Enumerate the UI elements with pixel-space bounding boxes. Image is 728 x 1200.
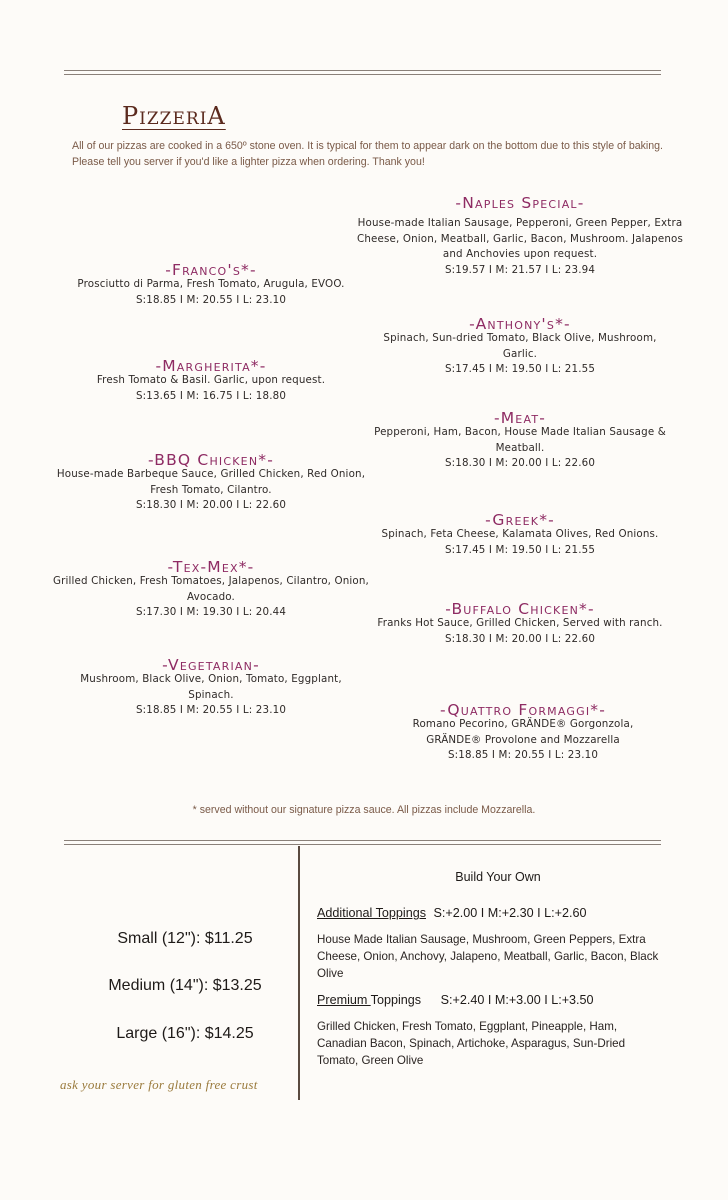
menu-item-greek	[356, 513, 684, 558]
menu-item-price: S:18.30 I M: 20.00 I L: 22.60	[444, 632, 596, 645]
footnote: * served without our signature pizza sauce. All pizzas include Mozzarella.	[192, 804, 536, 816]
menu-item-desc: Spinach, Sun-dried Tomato, Black Olive, Mushroom, Garlic.	[383, 332, 657, 360]
menu-item-name: -Margherita*-	[155, 357, 267, 375]
menu-item-price: S:18.85 I M: 20.55 I L: 23.10	[135, 704, 287, 716]
additional-toppings-list: House Made Italian Sausage, Mushroom, Green Peppers, Extra Cheese, Onion, Anchovy, Jalapeno, Meatball, Garlic, Bacon, Black Olive	[317, 933, 659, 980]
menu-item-bbq-chicken	[56, 453, 366, 514]
menu-item-meat	[372, 411, 668, 472]
menu-item-name: -Tex-Mex*-	[167, 558, 255, 576]
menu-item-price: S:17.45 I M: 19.50 I L: 21.55	[444, 363, 596, 375]
menu-item-name: -Franco's*-	[165, 261, 257, 279]
menu-item-desc: House-made Italian Sausage, Pepperoni, Green Pepper, Extra Cheese, Onion, Meatball, Garlic, Bacon, Mushroom. Jalapenos and Anchovies upon request.	[357, 217, 683, 260]
menu-item-name: -Buffalo Chicken*-	[445, 600, 595, 618]
menu-item-name: -BBQ Chicken*-	[148, 451, 274, 469]
intro-text: All of our pizzas are cooked in a 650º stone oven. It is typical for them to appear dark on the bottom due to this style of baking. Please tell you server if you'd like a lighter pizza when ordering. Thank you!	[72, 140, 663, 168]
bottom-divider	[64, 840, 661, 845]
menu-item-tex-mex	[50, 560, 372, 621]
premium-toppings-label-rest: Toppings	[370, 993, 422, 1007]
menu-item-price: S:17.30 I M: 19.30 I L: 20.44	[135, 606, 287, 618]
menu-item-price: S:18.30 I M: 20.00 I L: 22.60	[135, 499, 287, 511]
build-your-own-title: Build Your Own	[455, 870, 541, 884]
additional-toppings-label: Additional Toppings	[317, 906, 426, 920]
menu-item-anthonys	[380, 317, 660, 378]
menu-item-buffalo-chicken	[356, 602, 684, 647]
menu-item-price: S:19.57 I M: 21.57 I L: 23.94	[444, 263, 596, 276]
menu-item-desc: Spinach, Feta Cheese, Kalamata Olives, Red Onions.	[381, 528, 659, 540]
gluten-free-note: ask your server for gluten free crust	[60, 1077, 258, 1092]
menu-item-desc: House-made Barbeque Sauce, Grilled Chicken, Red Onion, Fresh Tomato, Cilantro.	[56, 468, 366, 496]
additional-toppings-heading	[317, 906, 586, 920]
menu-item-quattro-formaggi	[392, 703, 654, 764]
top-divider	[64, 70, 661, 75]
menu-item-desc: Mushroom, Black Olive, Onion, Tomato, Eggplant, Spinach.	[80, 673, 342, 701]
size-medium: Medium (14"): $13.25	[108, 977, 262, 994]
menu-item-desc: Franks Hot Sauce, Grilled Chicken, Served with ranch.	[377, 617, 663, 629]
page-title: PizzeriA	[122, 102, 226, 130]
menu-item-naples-special	[352, 196, 688, 278]
menu-item-name: -Naples Special-	[455, 194, 585, 212]
menu-item-desc: Grilled Chicken, Fresh Tomatoes, Jalapenos, Cilantro, Onion, Avocado.	[53, 575, 369, 603]
premium-toppings-heading	[317, 993, 594, 1007]
menu-item-francos	[56, 263, 366, 308]
additional-toppings-price: S:+2.00 I M:+2.30 I L:+2.60	[433, 906, 587, 920]
menu-item-name: -Greek*-	[485, 511, 555, 529]
menu-item-desc: Prosciutto di Parma, Fresh Tomato, Arugula, EVOO.	[77, 278, 345, 290]
premium-toppings-price: S:+2.40 I M:+3.00 I L:+3.50	[440, 993, 594, 1007]
menu-item-desc: Pepperoni, Ham, Bacon, House Made Italian Sausage & Meatball.	[374, 426, 666, 454]
size-small: Small (12"): $11.25	[117, 930, 253, 947]
menu-item-name: -Anthony's*-	[469, 315, 571, 333]
menu-item-name: -Vegetarian-	[162, 656, 260, 674]
menu-item-margherita	[56, 359, 366, 404]
premium-toppings-list: Grilled Chicken, Fresh Tomato, Eggplant, Pineapple, Ham, Canadian Bacon, Spinach, Artichoke, Asparagus, Sun-Dried Tomato, Green Olive	[317, 1020, 626, 1067]
menu-item-price: S:17.45 I M: 19.50 I L: 21.55	[444, 543, 596, 556]
menu-item-vegetarian	[62, 658, 360, 719]
size-large: Large (16"): $14.25	[116, 1025, 254, 1042]
menu-item-price: S:18.85 I M: 20.55 I L: 23.10	[135, 293, 287, 306]
menu-item-name: -Quattro Formaggi*-	[439, 701, 607, 719]
menu-item-desc: Romano Pecorino, GRÄNDE® Gorgonzola, GRÄNDE® Provolone and Mozzarella	[412, 718, 634, 746]
menu-item-name: -Meat-	[493, 409, 547, 427]
premium-toppings-label: Premium	[317, 993, 371, 1007]
menu-item-price: S:18.85 I M: 20.55 I L: 23.10	[447, 749, 599, 761]
menu-item-price: S:13.65 I M: 16.75 I L: 18.80	[135, 389, 287, 402]
menu-item-price: S:18.30 I M: 20.00 I L: 22.60	[444, 457, 596, 469]
menu-item-desc: Fresh Tomato & Basil. Garlic, upon request.	[96, 374, 326, 386]
vertical-divider	[298, 846, 300, 1100]
